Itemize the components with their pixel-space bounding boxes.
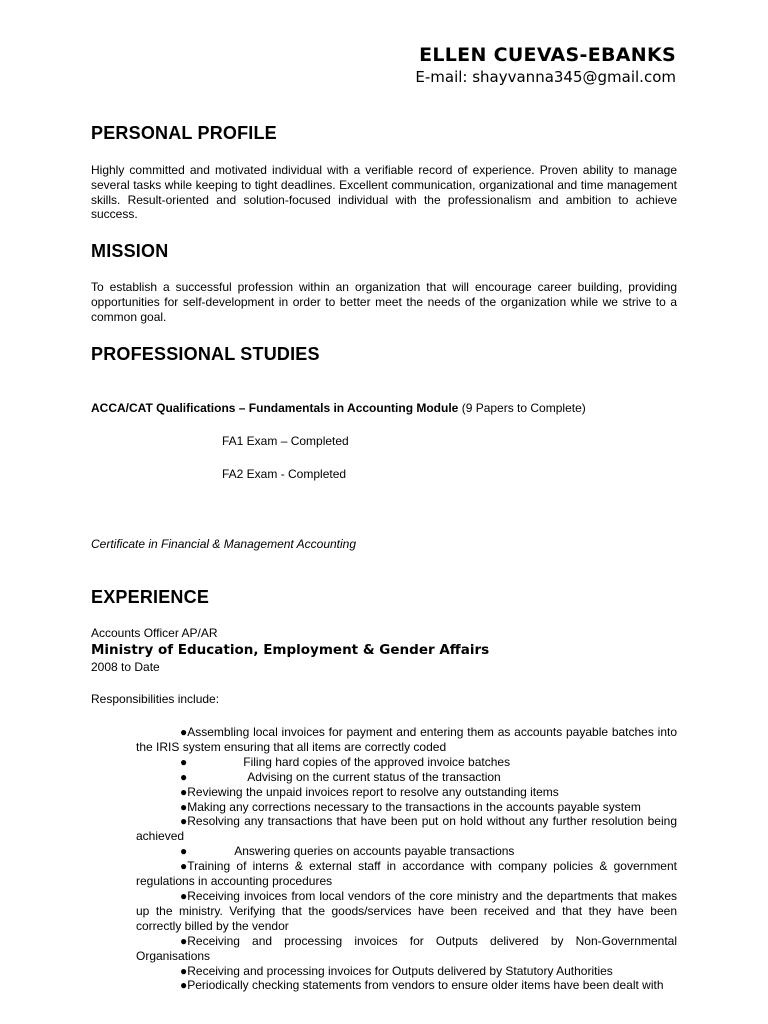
bullet-icon: ● bbox=[180, 888, 188, 903]
list-item: ●Periodically checking statements from vendors to ensure older items have been dealt with bbox=[136, 978, 677, 993]
responsibilities-list bbox=[136, 725, 677, 993]
list-item: ● Answering queries on accounts payable transactions bbox=[136, 844, 677, 859]
bullet-icon: ● bbox=[180, 844, 188, 859]
exam-fa2: FA2 Exam - Completed bbox=[222, 467, 347, 481]
candidate-email: E-mail: shayvanna345@gmail.com bbox=[415, 68, 676, 86]
list-item: ●Resolving any transactions that have been put on hold without any further resolution being achieved bbox=[136, 814, 677, 844]
employer-name: Ministry of Education, Employment & Gender Affairs bbox=[91, 642, 490, 658]
mission-text: To establish a successful profession within an organization that will encourage career building, providing opportunities for self-development in order to better meet the needs of the organization while we strive to a common goal. bbox=[91, 280, 677, 324]
employment-dates: 2008 to Date bbox=[91, 660, 160, 674]
experience-heading: EXPERIENCE bbox=[91, 587, 210, 607]
list-item: ●Making any corrections necessary to the transactions in the accounts payable system bbox=[136, 800, 677, 815]
list-item: ● Filing hard copies of the approved invoice batches bbox=[136, 755, 677, 770]
mission-heading: MISSION bbox=[91, 241, 169, 261]
bullet-icon: ● bbox=[180, 725, 188, 739]
list-item: ●Assembling local invoices for payment and entering them as accounts payable batches into the IRIS system ensuring that all items are correctly coded bbox=[136, 725, 677, 754]
responsibilities-label: Responsibilities include: bbox=[91, 692, 220, 706]
qualification-note: (9 Papers to Complete) bbox=[458, 401, 586, 415]
list-item: ●Reviewing the unpaid invoices report to resolve any outstanding items bbox=[136, 785, 677, 800]
list-item: ● Advising on the current status of the transaction bbox=[136, 770, 677, 785]
personal-profile-text: Highly committed and motivated individual with a verifiable record of experience. Proven ability to manage several tasks while keeping to tight deadlines. Excellent communication, organizational and time management skills. Result-oriented and solution-focused individual with the professionalism and ambition to achieve success. bbox=[91, 163, 677, 222]
bullet-icon: ● bbox=[180, 963, 188, 978]
bullet-icon: ● bbox=[180, 814, 188, 829]
certificate: Certificate in Financial & Management Accounting bbox=[91, 537, 357, 551]
bullet-icon: ● bbox=[180, 784, 188, 799]
list-item: ●Training of interns & external staff in accordance with company policies & government regulations in accounting procedures bbox=[136, 859, 677, 889]
bullet-icon: ● bbox=[180, 978, 188, 993]
personal-profile-heading: PERSONAL PROFILE bbox=[91, 123, 277, 143]
bullet-icon: ● bbox=[180, 769, 188, 784]
list-item: ●Receiving and processing invoices for Outputs delivered by Non-Governmental Organisations bbox=[136, 933, 677, 963]
exam-fa1: FA1 Exam – Completed bbox=[222, 434, 349, 448]
candidate-name: ELLEN CUEVAS-EBANKS bbox=[419, 44, 676, 66]
bullet-icon: ● bbox=[180, 799, 188, 814]
professional-studies-heading: PROFESSIONAL STUDIES bbox=[91, 344, 320, 364]
bullet-icon: ● bbox=[180, 933, 188, 948]
list-item: ●Receiving and processing invoices for Outputs delivered by Statutory Authorities bbox=[136, 964, 677, 979]
bullet-icon: ● bbox=[180, 859, 188, 874]
job-title: Accounts Officer AP/AR bbox=[91, 626, 218, 640]
qualification-title: ACCA/CAT Qualifications – Fundamentals in Accounting Module bbox=[91, 401, 459, 415]
qualification-line bbox=[91, 401, 586, 416]
bullet-icon: ● bbox=[180, 754, 188, 769]
list-item: ●Receiving invoices from local vendors of the core ministry and the departments that makes up the ministry. Verifying that the goods/services have been received and that they have been correctly billed by the vendor bbox=[136, 888, 677, 933]
